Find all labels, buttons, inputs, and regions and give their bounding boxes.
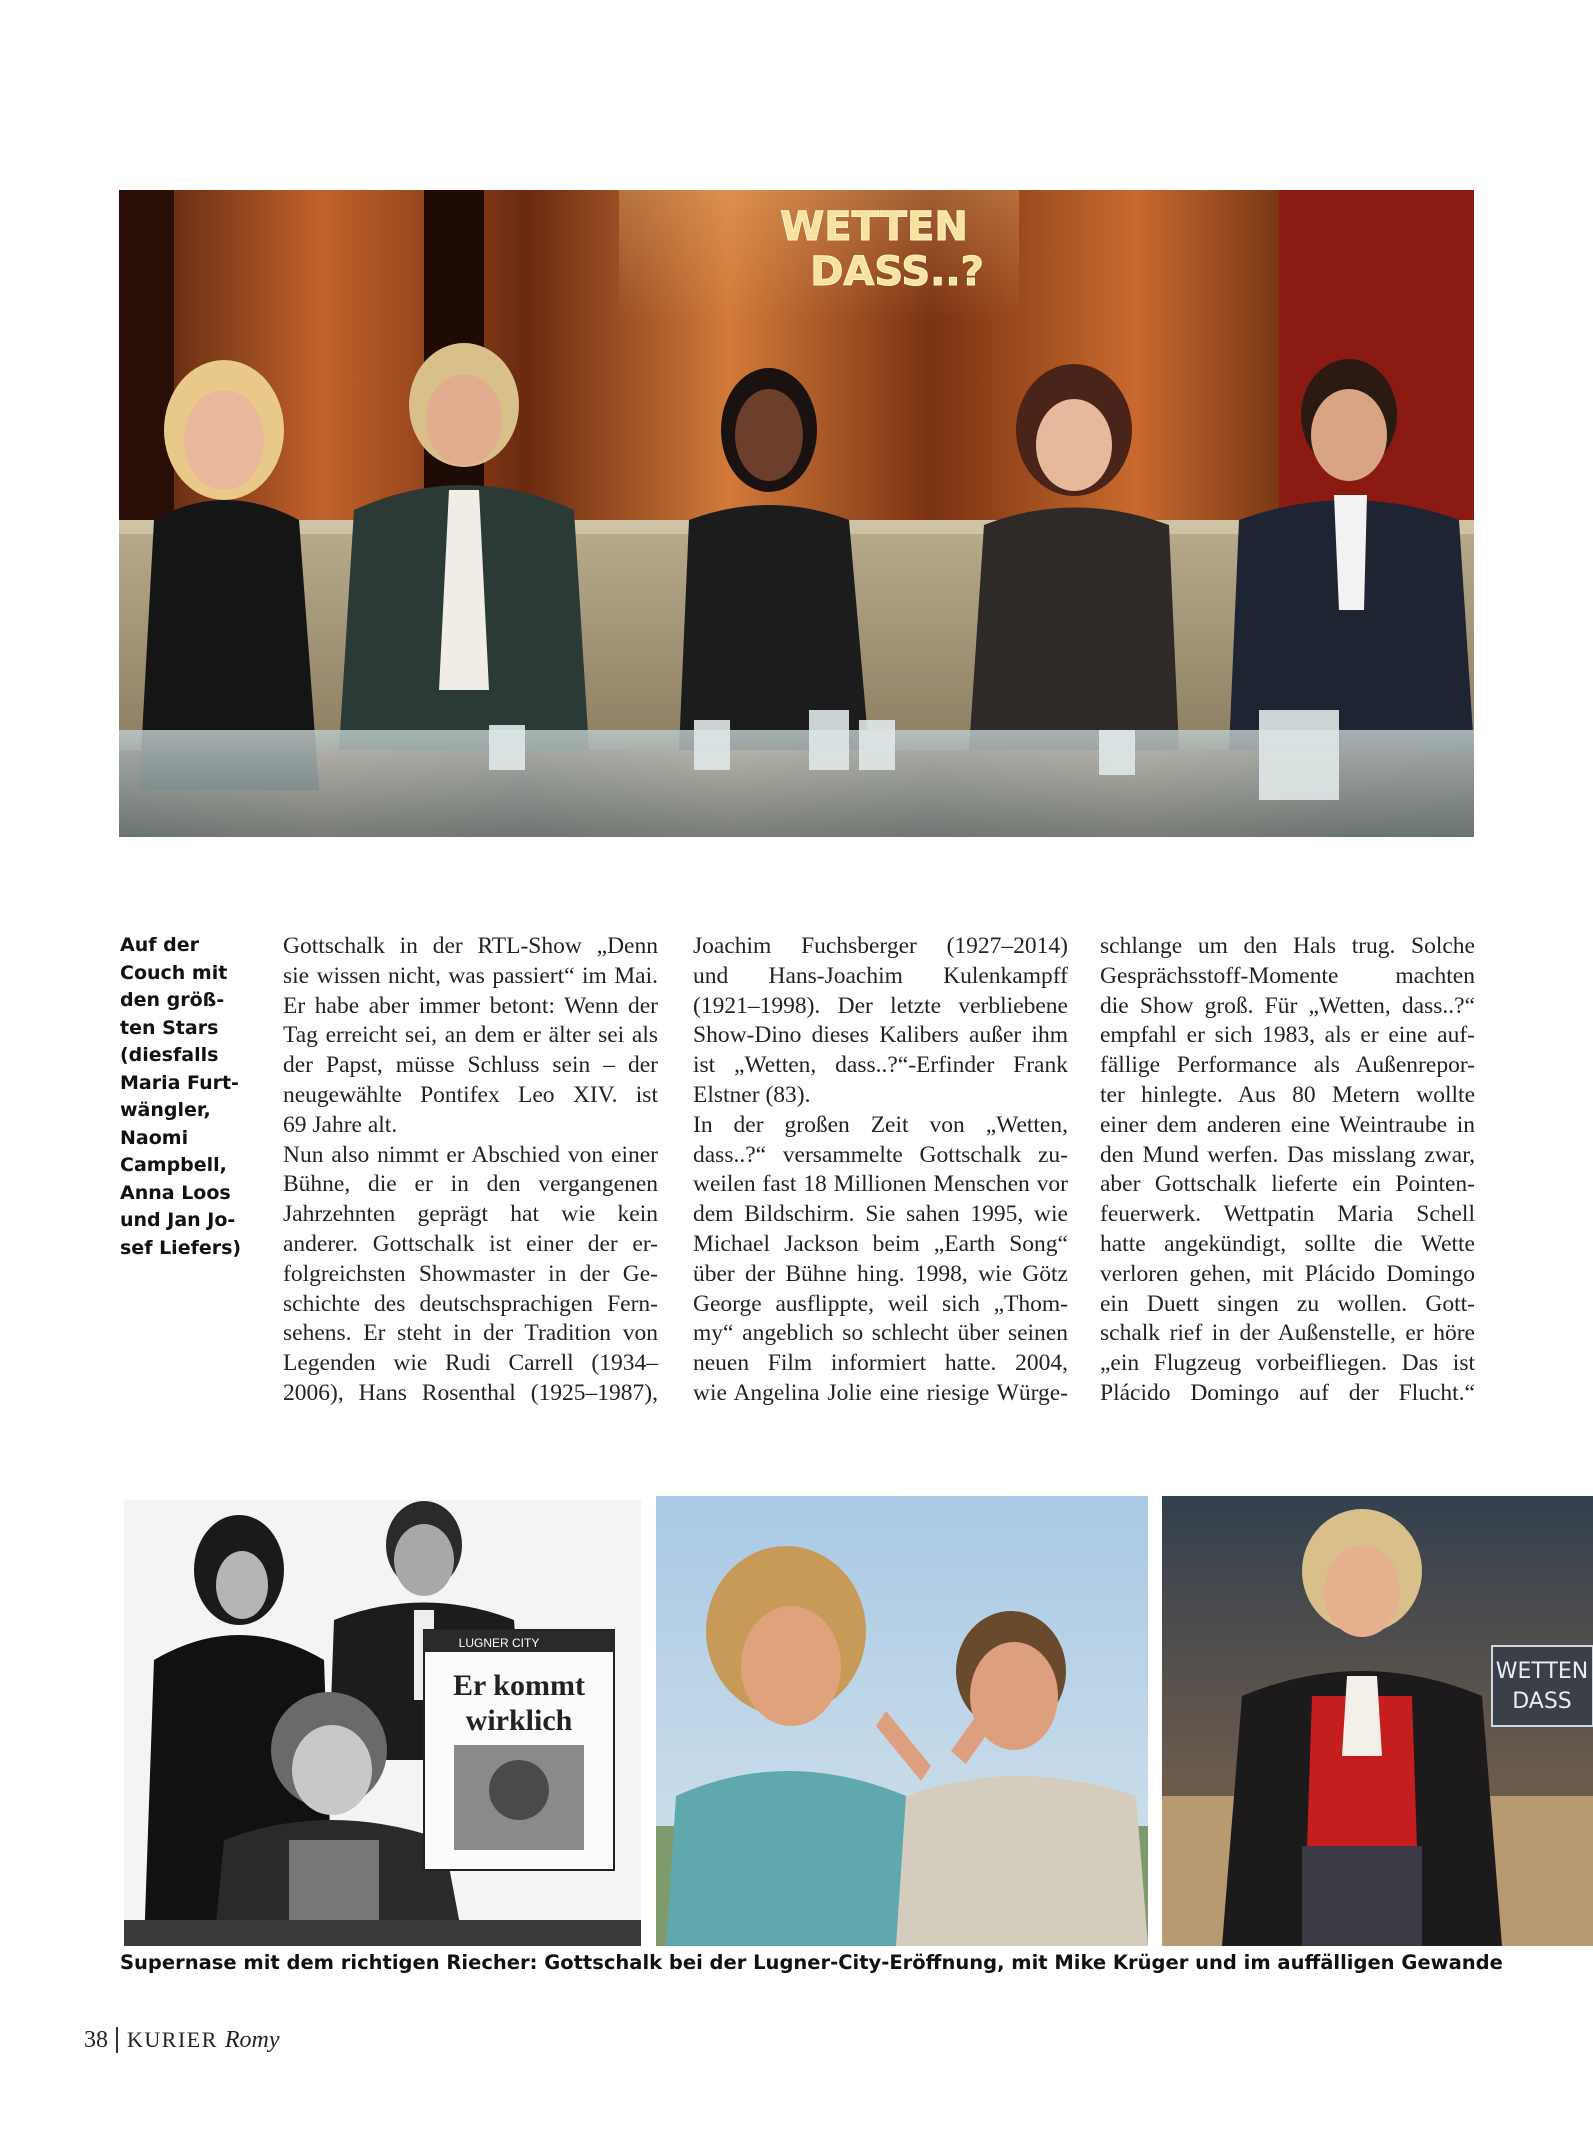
hero-photo-illustration [119, 190, 1474, 837]
text-line: verloren gehen, mit Plácido Domingo [1100, 1260, 1475, 1287]
text-line: Plácido Domingo auf der Flucht.“ [1100, 1379, 1475, 1406]
text-line: dass..?“ versammelte Gottschalk zu- [693, 1141, 1068, 1168]
text-line: 2006), Hans Rosenthal (1925–1987), [283, 1379, 658, 1406]
hero-sign [780, 204, 984, 295]
newspaper-headline-2: wirklich [465, 1704, 573, 1737]
text-line: Nun also nimmt er Abschied von einer [283, 1141, 658, 1168]
photo-caption-side [120, 932, 250, 1262]
text-line: sehens. Er steht in der Tradition von [283, 1320, 658, 1347]
caption-line: (diesfalls [120, 1044, 219, 1066]
text-line: einer dem anderen eine Weintraube in [1100, 1111, 1475, 1138]
text-line: George ausflippte, weil sich „Thom- [693, 1290, 1068, 1317]
caption-line: Campbell, [120, 1154, 227, 1176]
caption-line: Auf der [120, 934, 199, 956]
text-line: Tag erreicht sei, an dem er älter sei als [283, 1022, 658, 1049]
footer-divider [116, 2027, 118, 2053]
caption-line: Maria Furt- [120, 1071, 239, 1094]
caption-line: den größ- [120, 989, 225, 1011]
photo-lugner-city-illustration [124, 1500, 641, 1946]
caption-line: und Jan Jo- [120, 1209, 236, 1231]
text-line: (1921–1998). Der letzte verbliebene [693, 992, 1068, 1019]
stage-sign-line-2: DASS [1512, 1689, 1572, 1714]
stage-sign-line-1: WETTEN [1495, 1659, 1589, 1684]
photo-lugner-city [124, 1500, 641, 1946]
text-line: Elstner (83). [693, 1081, 811, 1108]
article-column-2 [693, 932, 1068, 1409]
text-line: schlange um den Hals trug. Solche [1100, 933, 1475, 959]
caption-line: Couch mit [120, 961, 228, 984]
text-line: Legenden wie Rudi Carrell (1934– [283, 1350, 658, 1377]
text-line: neugewählte Pontifex Leo XIV. ist [283, 1081, 658, 1108]
page-number: 38 [84, 2026, 108, 2053]
photo-mike-krueger-illustration [656, 1496, 1148, 1946]
text-line: Joachim Fuchsberger (1927–2014) [693, 933, 1068, 959]
text-line: sie wissen nicht, was passiert“ im Mai. [283, 962, 658, 989]
text-line: my“ angeblich so schlecht über seinen [693, 1320, 1068, 1347]
text-line: Gesprächsstoff-Momente machten [1100, 962, 1475, 989]
text-line: weilen fast 18 Millionen Menschen vor [693, 1171, 1068, 1198]
text-line: über der Bühne hing. 1998, wie Götz [693, 1260, 1068, 1287]
text-line: aber Gottschalk lieferte ein Pointen- [1100, 1171, 1475, 1198]
photo-mike-krueger [656, 1496, 1148, 1946]
text-line: Bühne, die er in den vergangenen [283, 1171, 658, 1198]
text-line: feuerwerk. Wettpatin Maria Schell [1100, 1201, 1475, 1228]
text-line: die Show groß. Für „Wetten, dass..?“ [1100, 992, 1475, 1019]
text-line: Jahrzehnten geprägt hat wie kein [283, 1201, 658, 1228]
bottom-photo-caption: Supernase mit dem richtigen Riecher: Gottschalk bei der Lugner-City-Eröffnung, mit Mike Krüger und im auffälligen Gewande [120, 1951, 1503, 1974]
text-line: ist „Wetten, dass..?“-Erfinder Frank [693, 1052, 1068, 1079]
text-line: Show-Dino dieses Kalibers außer ihm [693, 1022, 1068, 1049]
text-line: wie Angelina Jolie eine riesige Würge- [693, 1379, 1068, 1406]
text-line: und Hans-Joachim Kulenkampff [693, 962, 1068, 989]
brand-name: KURIER [127, 2027, 218, 2052]
caption-line: Anna Loos [120, 1181, 231, 1204]
hero-sign-line-2: DASS..? [810, 249, 984, 295]
text-line: schichte des deutschsprachigen Fern- [283, 1290, 658, 1317]
caption-line: Naomi [120, 1126, 189, 1149]
newspaper-headline-1: Er kommt [453, 1669, 585, 1702]
photo-costume [1162, 1496, 1593, 1946]
text-line: ter hinlegte. Aus 80 Metern wollte [1100, 1081, 1475, 1108]
text-line: Er habe aber immer betont: Wenn der [283, 992, 658, 1019]
caption-line: ten Stars [120, 1016, 219, 1039]
magazine-name: Romy [224, 2026, 280, 2053]
text-line: „ein Flugzeug vorbeifliegen. Das ist [1100, 1350, 1475, 1377]
page-footer [84, 2022, 280, 2058]
text-line: dem Bildschirm. Sie sahen 1995, wie [693, 1201, 1068, 1228]
text-line: hatte angekündigt, sollte die Wette [1100, 1230, 1475, 1257]
newspaper [424, 1630, 614, 1870]
text-line: schalk rief in der Außenstelle, er höre [1100, 1320, 1475, 1347]
caption-line: sef Liefers) [120, 1236, 242, 1259]
text-line: ein Duett singen zu wollen. Gott- [1100, 1290, 1475, 1317]
text-line: anderer. Gottschalk ist einer der er- [283, 1230, 658, 1257]
text-line: fällige Performance als Außenrepor- [1100, 1052, 1475, 1079]
photo-costume-illustration [1162, 1496, 1593, 1946]
text-line: empfahl er sich 1983, als er eine auf- [1100, 1022, 1475, 1049]
newspaper-masthead: LUGNER CITY [458, 1636, 540, 1650]
text-line: Michael Jackson beim „Earth Song“ [693, 1230, 1068, 1257]
text-line: neuen Film informiert hatte. 2004, [693, 1350, 1068, 1377]
text-line: In der großen Zeit von „Wetten, [693, 1111, 1068, 1138]
hero-sign-line-1: WETTEN [780, 204, 968, 250]
text-line: Gottschalk in der RTL-Show „Denn [283, 933, 658, 959]
caption-line: wängler, [120, 1099, 211, 1121]
hero-photo [119, 190, 1474, 837]
text-line: folgreichsten Showmaster in der Ge- [283, 1260, 658, 1287]
article-column-1 [283, 932, 658, 1409]
text-line: den Mund werfen. Das misslang zwar, [1100, 1141, 1475, 1168]
text-line: der Papst, müsse Schluss sein – der [283, 1052, 658, 1079]
article-column-3 [1100, 932, 1475, 1409]
text-line: 69 Jahre alt. [283, 1111, 398, 1138]
